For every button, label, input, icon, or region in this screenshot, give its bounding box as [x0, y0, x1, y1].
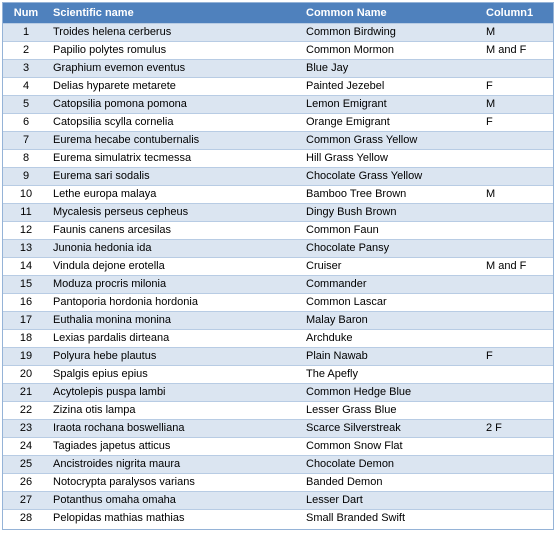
row-scientific-name-cell[interactable]: Zizina otis lampa: [49, 401, 302, 419]
table-row[interactable]: [3, 95, 553, 113]
butterfly-species-table: [3, 3, 553, 527]
row-num-cell[interactable]: 12: [3, 221, 49, 239]
row-common-name-cell[interactable]: Blue Jay: [302, 59, 482, 77]
row-scientific-name-cell[interactable]: Eurema sari sodalis: [49, 167, 302, 185]
table-row[interactable]: [3, 437, 553, 455]
row-common-name-cell[interactable]: Archduke: [302, 329, 482, 347]
row-scientific-name-cell[interactable]: Acytolepis puspa lambi: [49, 383, 302, 401]
row-common-name-cell[interactable]: Small Branded Swift: [302, 509, 482, 527]
row-scientific-name-cell[interactable]: Junonia hedonia ida: [49, 239, 302, 257]
row-num-cell[interactable]: 8: [3, 149, 49, 167]
row-common-name-cell[interactable]: The Apefly: [302, 365, 482, 383]
table-row[interactable]: [3, 221, 553, 239]
row-column1-cell[interactable]: [482, 365, 553, 383]
row-column1-cell[interactable]: M: [482, 95, 553, 113]
row-column1-cell[interactable]: [482, 131, 553, 149]
row-column1-cell[interactable]: M: [482, 23, 553, 41]
row-column1-cell[interactable]: 2 F: [482, 419, 553, 437]
row-column1-cell[interactable]: [482, 455, 553, 473]
table-row[interactable]: [3, 239, 553, 257]
row-column1-cell[interactable]: [482, 59, 553, 77]
row-scientific-name-cell[interactable]: Eurema simulatrix tecmessa: [49, 149, 302, 167]
row-num-cell[interactable]: 17: [3, 311, 49, 329]
row-scientific-name-cell[interactable]: Graphium evemon eventus: [49, 59, 302, 77]
row-common-name-cell[interactable]: Chocolate Demon: [302, 455, 482, 473]
header-common-name[interactable]: Common Name: [306, 6, 387, 19]
table-row[interactable]: [3, 329, 553, 347]
row-scientific-name-cell[interactable]: Vindula dejone erotella: [49, 257, 302, 275]
row-column1-cell[interactable]: [482, 473, 553, 491]
row-column1-cell[interactable]: M and F: [482, 257, 553, 275]
row-common-name-cell[interactable]: Common Birdwing: [302, 23, 482, 41]
row-scientific-name-cell[interactable]: Mycalesis perseus cepheus: [49, 203, 302, 221]
row-num-cell[interactable]: 6: [3, 113, 49, 131]
row-common-name-cell[interactable]: Commander: [302, 275, 482, 293]
row-scientific-name-cell[interactable]: Notocrypta paralysos varians: [49, 473, 302, 491]
table-row[interactable]: [3, 149, 553, 167]
row-column1-cell[interactable]: [482, 221, 553, 239]
row-common-name-cell[interactable]: Common Lascar: [302, 293, 482, 311]
table-row[interactable]: [3, 23, 553, 41]
row-common-name-cell[interactable]: Scarce Silverstreak: [302, 419, 482, 437]
table-row[interactable]: [3, 401, 553, 419]
row-scientific-name-cell[interactable]: Moduza procris milonia: [49, 275, 302, 293]
table-row[interactable]: [3, 275, 553, 293]
row-scientific-name-cell[interactable]: Polyura hebe plautus: [49, 347, 302, 365]
row-scientific-name-cell[interactable]: Potanthus omaha omaha: [49, 491, 302, 509]
table-row[interactable]: [3, 293, 553, 311]
row-num-cell[interactable]: 11: [3, 203, 49, 221]
row-num-cell[interactable]: 26: [3, 473, 49, 491]
row-num-cell[interactable]: 10: [3, 185, 49, 203]
row-column1-cell[interactable]: [482, 239, 553, 257]
row-common-name-cell[interactable]: Common Faun: [302, 221, 482, 239]
row-common-name-cell[interactable]: Bamboo Tree Brown: [302, 185, 482, 203]
row-scientific-name-cell[interactable]: Catopsilia pomona pomona: [49, 95, 302, 113]
row-scientific-name-cell[interactable]: Papilio polytes romulus: [49, 41, 302, 59]
row-common-name-cell[interactable]: Plain Nawab: [302, 347, 482, 365]
row-common-name-cell[interactable]: Common Hedge Blue: [302, 383, 482, 401]
row-scientific-name-cell[interactable]: Faunis canens arcesilas: [49, 221, 302, 239]
row-num-cell[interactable]: 15: [3, 275, 49, 293]
table-row[interactable]: [3, 59, 553, 77]
row-num-cell[interactable]: 7: [3, 131, 49, 149]
row-column1-cell[interactable]: [482, 491, 553, 509]
row-column1-cell[interactable]: [482, 401, 553, 419]
row-common-name-cell[interactable]: Banded Demon: [302, 473, 482, 491]
table-row[interactable]: [3, 491, 553, 509]
table-row[interactable]: [3, 509, 553, 527]
table-header: [3, 3, 553, 23]
row-scientific-name-cell[interactable]: Spalgis epius epius: [49, 365, 302, 383]
row-column1-cell[interactable]: F: [482, 347, 553, 365]
row-common-name-cell[interactable]: Malay Baron: [302, 311, 482, 329]
row-column1-cell[interactable]: [482, 275, 553, 293]
table-row[interactable]: [3, 473, 553, 491]
row-common-name-cell[interactable]: Common Grass Yellow: [302, 131, 482, 149]
row-column1-cell[interactable]: [482, 437, 553, 455]
row-num-cell[interactable]: 22: [3, 401, 49, 419]
row-column1-cell[interactable]: M and F: [482, 41, 553, 59]
row-num-cell[interactable]: 18: [3, 329, 49, 347]
row-num-cell[interactable]: 23: [3, 419, 49, 437]
row-common-name-cell[interactable]: Common Snow Flat: [302, 437, 482, 455]
row-column1-cell[interactable]: [482, 383, 553, 401]
table-row[interactable]: [3, 257, 553, 275]
row-scientific-name-cell[interactable]: Pantoporia hordonia hordonia: [49, 293, 302, 311]
row-num-cell[interactable]: 20: [3, 365, 49, 383]
row-scientific-name-cell[interactable]: Lexias pardalis dirteana: [49, 329, 302, 347]
row-num-cell[interactable]: 14: [3, 257, 49, 275]
table-body: [3, 23, 553, 527]
row-column1-cell[interactable]: [482, 329, 553, 347]
row-scientific-name-cell[interactable]: Tagiades japetus atticus: [49, 437, 302, 455]
table-row[interactable]: [3, 311, 553, 329]
table-row[interactable]: [3, 113, 553, 131]
table-row[interactable]: [3, 365, 553, 383]
row-scientific-name-cell[interactable]: Catopsilia scylla cornelia: [49, 113, 302, 131]
row-num-cell[interactable]: 1: [3, 23, 49, 41]
row-num-cell[interactable]: 9: [3, 167, 49, 185]
row-num-cell[interactable]: 28: [3, 509, 49, 527]
row-scientific-name-cell[interactable]: Ancistroides nigrita maura: [49, 455, 302, 473]
row-column1-cell[interactable]: [482, 203, 553, 221]
row-common-name-cell[interactable]: Dingy Bush Brown: [302, 203, 482, 221]
row-num-cell[interactable]: 19: [3, 347, 49, 365]
table-row[interactable]: [3, 131, 553, 149]
row-num-cell[interactable]: 27: [3, 491, 49, 509]
row-column1-cell[interactable]: [482, 149, 553, 167]
header-num[interactable]: Num: [13, 6, 39, 19]
header-column1[interactable]: Column1: [486, 6, 534, 19]
row-num-cell[interactable]: 2: [3, 41, 49, 59]
table-row[interactable]: [3, 203, 553, 221]
row-common-name-cell[interactable]: Lesser Dart: [302, 491, 482, 509]
row-num-cell[interactable]: 4: [3, 77, 49, 95]
row-common-name-cell[interactable]: Lemon Emigrant: [302, 95, 482, 113]
row-num-cell[interactable]: 16: [3, 293, 49, 311]
row-common-name-cell[interactable]: Chocolate Grass Yellow: [302, 167, 482, 185]
table-row[interactable]: [3, 41, 553, 59]
row-common-name-cell[interactable]: Common Mormon: [302, 41, 482, 59]
row-column1-cell[interactable]: [482, 293, 553, 311]
row-common-name-cell[interactable]: Orange Emigrant: [302, 113, 482, 131]
table-row[interactable]: [3, 419, 553, 437]
row-scientific-name-cell[interactable]: Troides helena cerberus: [49, 23, 302, 41]
row-common-name-cell[interactable]: Painted Jezebel: [302, 77, 482, 95]
table-row[interactable]: [3, 77, 553, 95]
row-column1-cell[interactable]: [482, 509, 553, 527]
row-num-cell[interactable]: 24: [3, 437, 49, 455]
butterfly-table-sheet: [2, 2, 554, 530]
row-common-name-cell[interactable]: Lesser Grass Blue: [302, 401, 482, 419]
row-column1-cell[interactable]: M: [482, 185, 553, 203]
row-num-cell[interactable]: 5: [3, 95, 49, 113]
table-row[interactable]: [3, 383, 553, 401]
row-num-cell[interactable]: 3: [3, 59, 49, 77]
row-common-name-cell[interactable]: Hill Grass Yellow: [302, 149, 482, 167]
table-row[interactable]: [3, 167, 553, 185]
row-num-cell[interactable]: 21: [3, 383, 49, 401]
row-num-cell[interactable]: 13: [3, 239, 49, 257]
row-column1-cell[interactable]: F: [482, 77, 553, 95]
row-scientific-name-cell[interactable]: Iraota rochana boswelliana: [49, 419, 302, 437]
row-num-cell[interactable]: 25: [3, 455, 49, 473]
row-scientific-name-cell[interactable]: Lethe europa malaya: [49, 185, 302, 203]
row-scientific-name-cell[interactable]: Euthalia monina monina: [49, 311, 302, 329]
row-scientific-name-cell[interactable]: Eurema hecabe contubernalis: [49, 131, 302, 149]
row-common-name-cell[interactable]: Chocolate Pansy: [302, 239, 482, 257]
row-scientific-name-cell[interactable]: Pelopidas mathias mathias: [49, 509, 302, 527]
row-scientific-name-cell[interactable]: Delias hyparete metarete: [49, 77, 302, 95]
row-column1-cell[interactable]: [482, 311, 553, 329]
table-row[interactable]: [3, 455, 553, 473]
table-row[interactable]: [3, 347, 553, 365]
header-row: [3, 3, 553, 23]
row-column1-cell[interactable]: [482, 167, 553, 185]
row-column1-cell[interactable]: F: [482, 113, 553, 131]
table-row[interactable]: [3, 185, 553, 203]
row-common-name-cell[interactable]: Cruiser: [302, 257, 482, 275]
header-scientific-name[interactable]: Scientific name: [53, 6, 134, 19]
